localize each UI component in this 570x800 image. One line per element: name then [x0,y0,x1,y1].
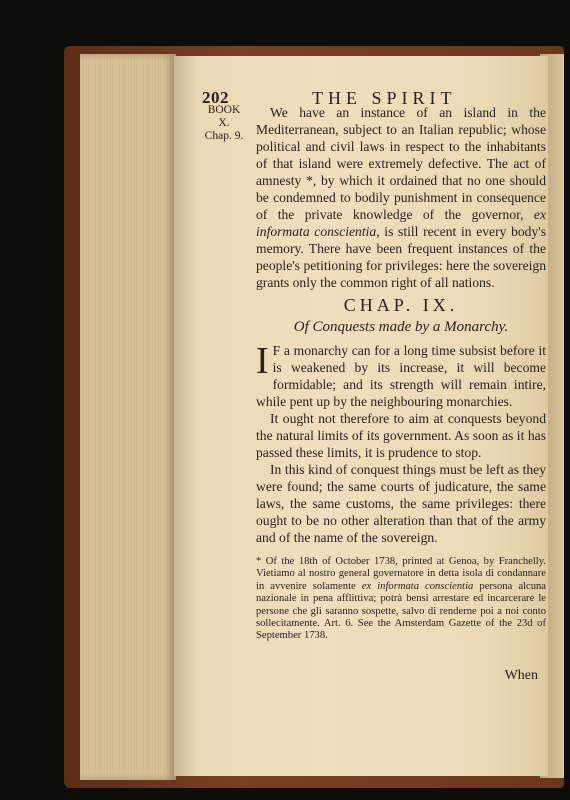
margin-chapter: Chap. 9. [204,130,244,142]
opening-paragraph [256,104,546,291]
chapter-paragraph-3: In this kind of conquest things must be left as they were found; the same courts of judicature, the same laws, the same customs, the same privileges: there ought to be no other alteration than that of the army and of the name of the sovereign. [256,462,546,545]
footnote [256,556,546,643]
margin-note [202,104,246,143]
para1-latin-phrase: ex informata conscientia [256,207,546,239]
chapter-title: CHAP. IX. [343,295,459,315]
footnote-text-b: persona alcuna nazionale in pena afflittiva; potrà bensi arrestare ed incarcerare le persone che gli saranno sospette, salvo di renderne poi a noi conto sollecitamente. Art. 6. See the Amsterdam Gazette of the 23d of September 1738. [256,580,546,642]
footnote-text-a: * Of the 18th of October 1738, printed at Genoa, by Franchelly. Vietiamo al nostro general governatore in detta isola di condannare in avvenire solamente [256,556,546,592]
catchword: When [504,668,538,683]
chapter-body [256,342,546,546]
footnote-latin-phrase: ex informata conscientia [361,580,474,592]
chapter-p1-text: F a monarchy can for a long time subsist before it is weakened by its increase, it will become formidable; and its strength will remain intire, while pent up by the neighbouring monarchies. [256,343,546,409]
margin-book-number: X. [218,117,230,129]
book-page [174,56,548,776]
page-number: 202 [202,88,229,107]
chapter-heading [256,293,546,337]
page-edges [80,54,176,780]
chapter-paragraph-1 [256,342,546,410]
chapter-subtitle: Of Conquests made by a Monarchy. [293,319,509,335]
drop-cap: I [256,340,269,382]
para1-text-a: We have an instance of an island in the Mediterranean, subject to an Italian republic; whose political and civil laws in respect to the inhabitants of that island were extremely defective. The act of amnesty *, by which it ordained that no one should be condemned to bodily punishment in consequence of the private knowledge of the governor, [256,105,546,222]
chapter-paragraph-2: It ought not therefore to aim at conquests beyond the natural limits of its government. As soon as it has passed these limits, it is prudence to stop. [256,411,546,460]
running-title: THE SPIRIT [312,88,457,108]
margin-book: BOOK [207,104,241,116]
para1-text-b: , is still recent in every body's memory. There have been frequent instances of the people's petitioning for privileges: here the sovereign grants only the common right of all nations. [256,224,546,290]
